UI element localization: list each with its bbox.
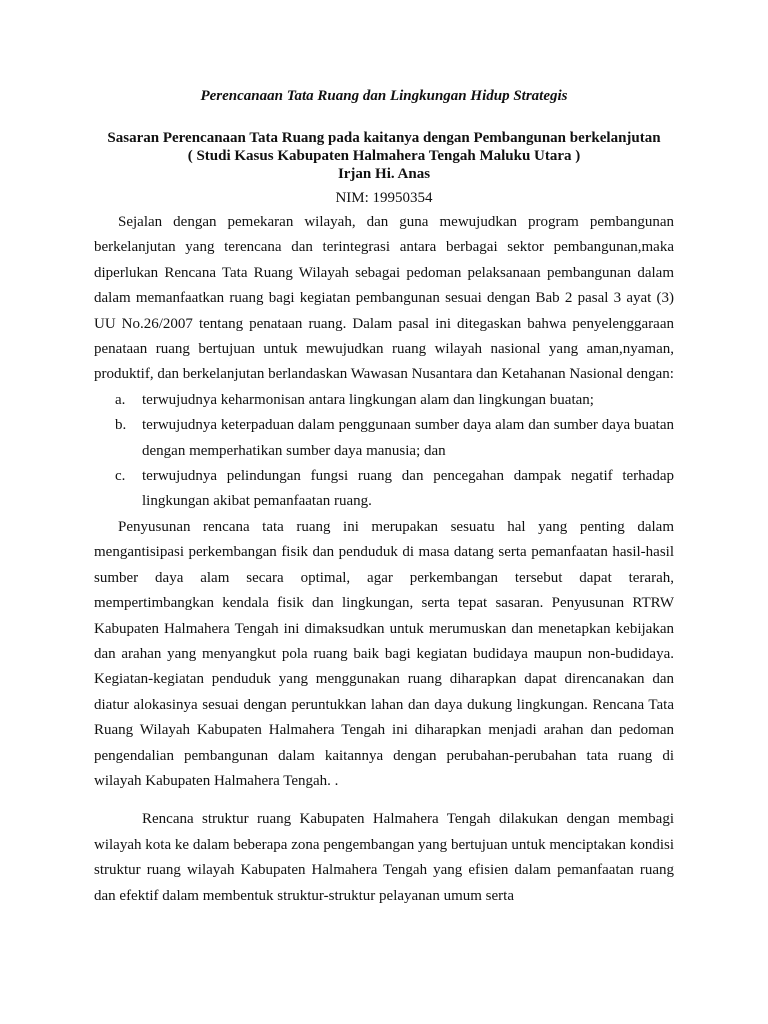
- paragraph-1: Sejalan dengan pemekaran wilayah, dan guna mewujudkan program pembangunan berkelanjutan yang terencana dan terintegrasi antara berbagai sektor pembangunan,maka diperlukan Rencana Tata Ruang Wilayah sebagai pedoman pelaksanaan pembangunan dalam dalam memanfaatkan ruang bagi kegiatan pembangunan sesuai dengan Bab 2 pasal 3 ayat (3) UU No.26/2007 tentang penataan ruang. Dalam pasal ini ditegaskan bahwa penyelenggaraan penataan ruang bertujuan untuk mewujudkan ruang wilayah nasional yang aman,nyaman, produktif, dan berkelanjutan berlandaskan Wawasan Nusantara dan Ketahanan Nasional dengan:: [94, 214, 674, 383]
- list-marker: b.: [115, 417, 127, 434]
- list-item: [115, 388, 674, 413]
- paper-title-line2: ( Studi Kasus Kabupaten Halmahera Tengah Maluku Utara ): [187, 148, 581, 164]
- course-heading: Perencanaan Tata Ruang dan Lingkungan Hidup Strategis: [200, 88, 568, 104]
- list-item: [115, 464, 674, 515]
- paper-title-line1: Sasaran Perencanaan Tata Ruang pada kaitanya dengan Pembangunan berkelanjutan: [107, 130, 661, 146]
- objectives-list: [94, 388, 674, 515]
- list-item-text: terwujudnya keharmonisan antara lingkungan alam dan lingkungan buatan;: [142, 391, 594, 408]
- author-name: Irjan Hi. Anas: [337, 166, 431, 182]
- list-item-text: terwujudnya pelindungan fungsi ruang dan pencegahan dampak negatif terhadap lingkungan akibat pemanfaatan ruang.: [142, 468, 674, 510]
- paragraph-2: Penyusunan rencana tata ruang ini merupakan sesuatu hal yang penting dalam mengantisipasi perkembangan fisik dan penduduk di masa datang serta pemanfaatan hasil-hasil sumber daya alam secara optimal, agar perkembangan tersebut dapat terarah, mempertimbangkan kendala fisik dan lingkungan, serta tepat sasaran. Penyusunan RTRW Kabupaten Halmahera Tengah ini dimaksudkan untuk merumuskan dan menetapkan kebijakan dan arahan yang menyangkut pola ruang baik bagi kegiatan budidaya maupun non-budidaya. Kegiatan-kegiatan penduduk yang menggunakan ruang diharapkan dapat direncanakan dan diatur alokasinya sesuai dengan peruntukkan lahan dan daya dukung lingkungan. Rencana Tata Ruang Wilayah Kabupaten Halmahera Tengah ini diharapkan menjadi arahan dan pedoman pengendalian pembangunan dalam kaitannya dengan perubahan-perubahan tata ruang di wilayah Kabupaten Halmahera Tengah. .: [94, 518, 674, 789]
- list-item-text: terwujudnya keterpaduan dalam penggunaan sumber daya alam dan sumber daya buatan dengan memperhatikan sumber daya manusia; dan: [142, 417, 674, 459]
- student-number: NIM: 19950354: [335, 190, 433, 206]
- list-marker: a.: [115, 391, 126, 408]
- list-item: [115, 413, 674, 464]
- paragraph-3: Rencana struktur ruang Kabupaten Halmahera Tengah dilakukan dengan membagi wilayah kota ke dalam beberapa zona pengembangan yang bertujuan untuk menciptakan kondisi struktur ruang wilayah Kabupaten Halmahera Tengah yang efisien dalam pemanfaatan ruang dan efektif dalam membentuk struktur-struktur pelayanan umum serta: [94, 811, 674, 904]
- list-marker: c.: [115, 468, 126, 485]
